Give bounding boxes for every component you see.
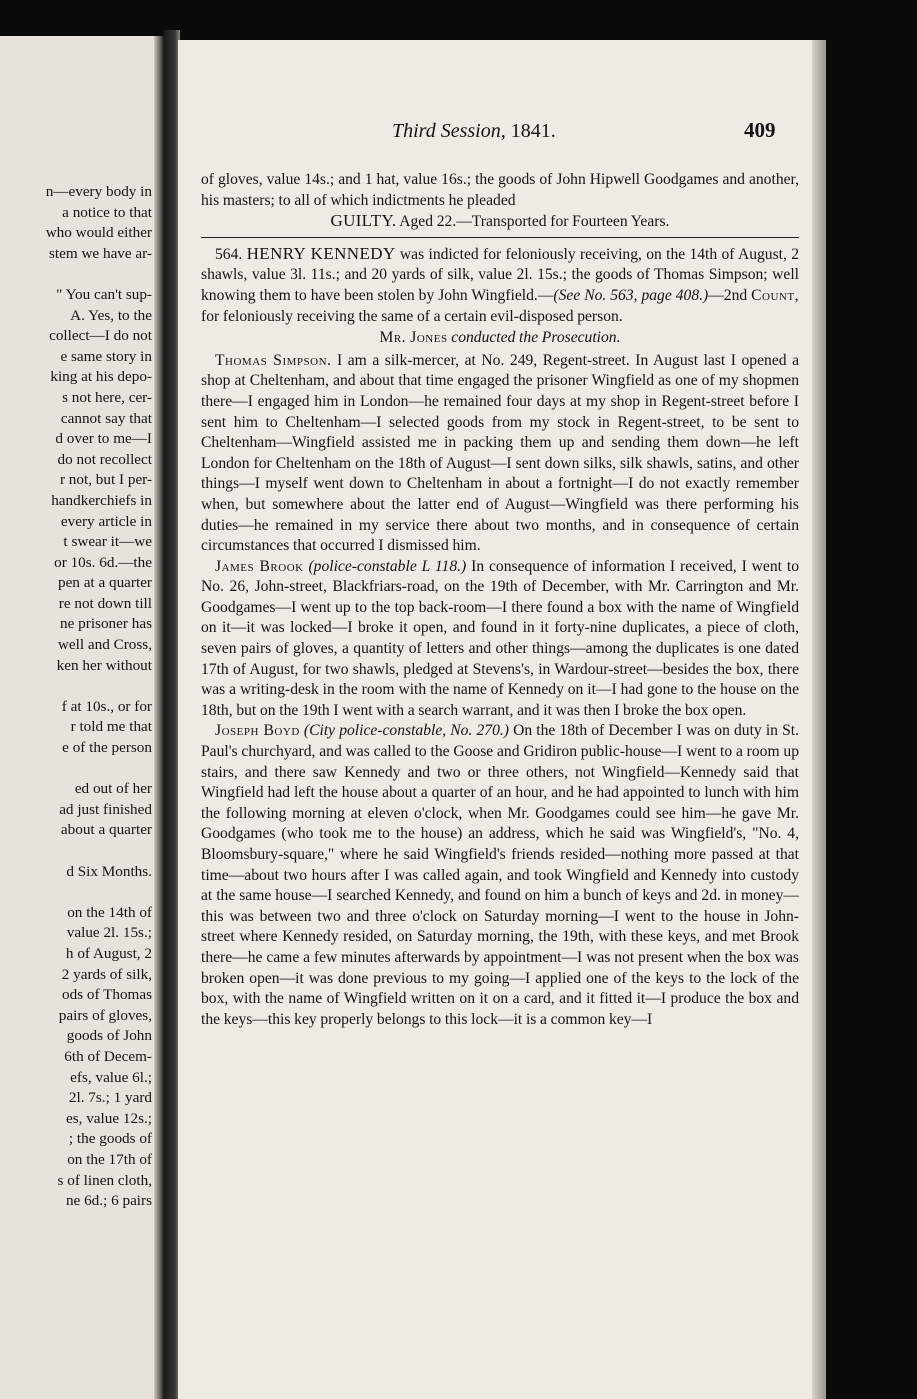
left-page-line: ken her without [56, 656, 152, 674]
left-page-line: handkerchiefs in [51, 491, 152, 509]
testimony-list [201, 351, 799, 1031]
testimony-text: On the 18th of December I was on duty in St. Paul's churchyard, and was called to the Goose and Gridiron public-house—I went to a room up stairs, and there saw Kennedy and two or three others, not Wingfield—Kennedy said that Wingfield had left the house about a quarter of an hour, and he had appointed to lunch with him the following morning at eleven o'clock, when Mr. Goodgames could see him—he gave Mr. Goodgames (who took me to the house) an address, which he said was Wingfield's, "No. 4, Bloomsbury-square," where he said Wingfield's friends resided—nothing more passed at that time—about two hours after I was called again, and took Wingfield and Kennedy into custody at the same house—I searched Kennedy, and found on him a bunch of keys and 2d. in money—this was between two and three o'clock on Saturday morning—I went to the house in John-street where Kennedy resided, on Saturday morning, the 19th, with these keys, and met Brook there—he came a few minutes afterwards by appointment—I was not present when the box was broken open—it was done previous to my going—I applied one of the keys to the lock of the box, with the name of Wingfield written on it on a card, and it fitted it—I produce the box and the keys—this key properly belongs to this lock—it is a common key—I [201, 722, 799, 1028]
case-563-verdict-line [201, 211, 799, 233]
verdict-label: GUILTY. [330, 211, 397, 231]
left-page-line: d over to me—I [55, 430, 152, 448]
second-count-text: for feloniously receiving the same of a certain evil-disposed person. [201, 307, 623, 325]
witness-role: (City police-constable, No. 270.) [303, 722, 509, 740]
left-page-line: collect—I do not [49, 327, 152, 345]
testimony-paragraph [201, 557, 799, 722]
left-page-line: n—every body in [45, 183, 152, 200]
left-page-line: do not recollect [57, 450, 152, 468]
left-page-line: ed out of her [74, 780, 152, 798]
left-page-line: or 10s. 6d.—the [54, 553, 152, 571]
page-body [201, 170, 799, 1030]
left-page-line: ods of Thomas [62, 986, 152, 1004]
left-page-line: a notice to that [62, 203, 152, 221]
left-page-line: efs, value 6l.; [70, 1068, 152, 1086]
left-page-line: goods of John [66, 1027, 152, 1045]
left-page-blank-line [0, 264, 152, 285]
left-page-line: " You can't sup- [56, 285, 152, 303]
left-page-blank-line [0, 841, 152, 862]
left-page-blank-line [0, 759, 152, 780]
case-563-continuation [201, 170, 799, 211]
left-page-line: h of August, 2 [65, 944, 152, 962]
left-page-fragment [0, 36, 164, 1399]
left-page-line: well and Cross, [57, 636, 152, 654]
left-page-blank-line [0, 676, 152, 697]
left-page-line: value 2l. 15s.; [66, 924, 152, 942]
prosecution-counsel: Mr. Jones [379, 329, 448, 347]
left-page-line: who would either [45, 224, 152, 242]
left-page-line: ; the goods of [68, 1130, 152, 1148]
left-page-line: on the 14th of [67, 903, 152, 921]
second-count-prefix: —2nd [708, 286, 748, 304]
testimony-paragraph [201, 721, 799, 1030]
left-page-line: f at 10s., or for [61, 697, 152, 715]
left-page-line: ne prisoner has [60, 615, 152, 633]
left-page-line: 6th of Decem- [64, 1047, 152, 1065]
left-page-line: 2 yards of silk, [61, 965, 152, 983]
testimony-text: I am a silk-mercer, at No. 249, Regent-street. In August last I opened a shop at Cheltenham, and about that time engaged the prisoner Wingfield as one of my shopmen there—I engaged him in London—he remained four days at my shop in Regent-street before I sent him to Cheltenham—I selected goods from my stock in Regent-street, to be sent to Cheltenham—Wingfield assisted me in packing them up and sending them down—he left London for Cheltenham on the 18th of August—I sent down silks, silk shawls, satins, and other things—I myself went down to Cheltenham in about a fortnight—I do not exactly remember when, but somewhere about the latter end of August—Wingfield was there performing his duties—he remained in my service there about two months, and in consequence of certain circumstances that occurred I dismissed him. [201, 351, 799, 555]
case-separator-rule [201, 235, 799, 238]
witness-name: Joseph Boyd [215, 722, 300, 740]
left-page-text-column [0, 182, 152, 1212]
left-page-line: re not down till [58, 594, 152, 612]
page-number: 409 [744, 118, 776, 142]
left-page-line: s of linen cloth, [57, 1171, 152, 1189]
left-page-line: ad just finished [59, 800, 152, 818]
prosecution-note: conducted the Prosecution. [451, 329, 621, 347]
left-page-line: s not here, cer- [62, 388, 152, 406]
left-page-line: e of the person [62, 739, 152, 757]
right-page-edge [812, 40, 826, 1399]
case-563-text: of gloves, value 14s.; and 1 hat, value 16s.; the goods of John Hipwell Goodgames and another, his masters; to all of which indictments he pleaded [201, 171, 799, 209]
left-page-line: ne 6d.; 6 pairs [65, 1192, 152, 1210]
witness-name: Thomas Simpson. [215, 351, 332, 369]
left-page-line: stem we have ar- [48, 244, 152, 262]
left-page-line: king at his depo- [50, 368, 152, 386]
cross-reference: (See No. 563, page 408.) [553, 286, 709, 304]
count-label: Count, [751, 286, 799, 304]
testimony-text: In consequence of information I received, I went to No. 26, John-street, Blackfriars-road, on the 19th of December, with Mr. Carrington and Mr. Goodgames—I went up to the top back-room—I there found a box with the name of Wingfield on it—it was locked—I broke it open, and found in it forty-nine duplicates, a piece of cloth, seven pairs of gloves, a quantity of letters and other things—among the duplicates is one dated 17th of August, for two shawls, pledged at Stevens's, in Wardour-street—besides the box, there was a writing-desk in the room with the name of Kennedy on it—I had gone to the house on the 18th, but on the 19th I went with a search warrant, and it was then I broke the box open. [201, 557, 799, 719]
left-page-line: on the 17th of [67, 1150, 152, 1168]
left-page-blank-line [0, 882, 152, 903]
case-number: 564. [215, 245, 243, 263]
witness-role: (police-constable L 118.) [308, 557, 467, 575]
left-page-line: pen at a quarter [57, 574, 152, 592]
charge-text: was indicted for feloniously receiving, on the 14th of August, 2 shawls, value 3l. 11s.; and 20 yards of silk, value 2l. 15s.; the goods of Thomas Simpson; well knowing them to have been stolen by John Wingfield.— [201, 245, 799, 304]
right-page [178, 40, 826, 1399]
left-page-line: pairs of gloves, [58, 1006, 152, 1024]
testimony-paragraph [201, 351, 799, 557]
witness-name: James Brook [215, 557, 304, 575]
left-page-line: d Six Months. [66, 862, 152, 880]
sentence-text: Aged 22.—Transported for Fourteen Years. [399, 213, 670, 231]
session-year: 1841. [510, 120, 556, 142]
running-head [392, 120, 556, 143]
defendant-name: HENRY KENNEDY [246, 243, 396, 263]
session-title: Third Session, [392, 120, 506, 142]
left-page-line: r not, but I per- [59, 471, 152, 489]
left-page-line: cannot say that [60, 409, 152, 427]
left-page-edge-shadow [154, 36, 164, 1399]
left-page-line: e same story in [60, 347, 152, 365]
case-564-indictment [201, 244, 799, 327]
left-page-line: t swear it—we [63, 533, 152, 551]
left-page-line: every article in [60, 512, 152, 530]
left-page-line: A. Yes, to the [70, 306, 152, 324]
left-page-line: about a quarter [60, 821, 152, 839]
left-page-line: es, value 12s.; [65, 1109, 152, 1127]
prosecution-line [201, 328, 799, 349]
left-page-line: r told me that [70, 718, 152, 736]
left-page-line: 2l. 7s.; 1 yard [68, 1089, 152, 1107]
